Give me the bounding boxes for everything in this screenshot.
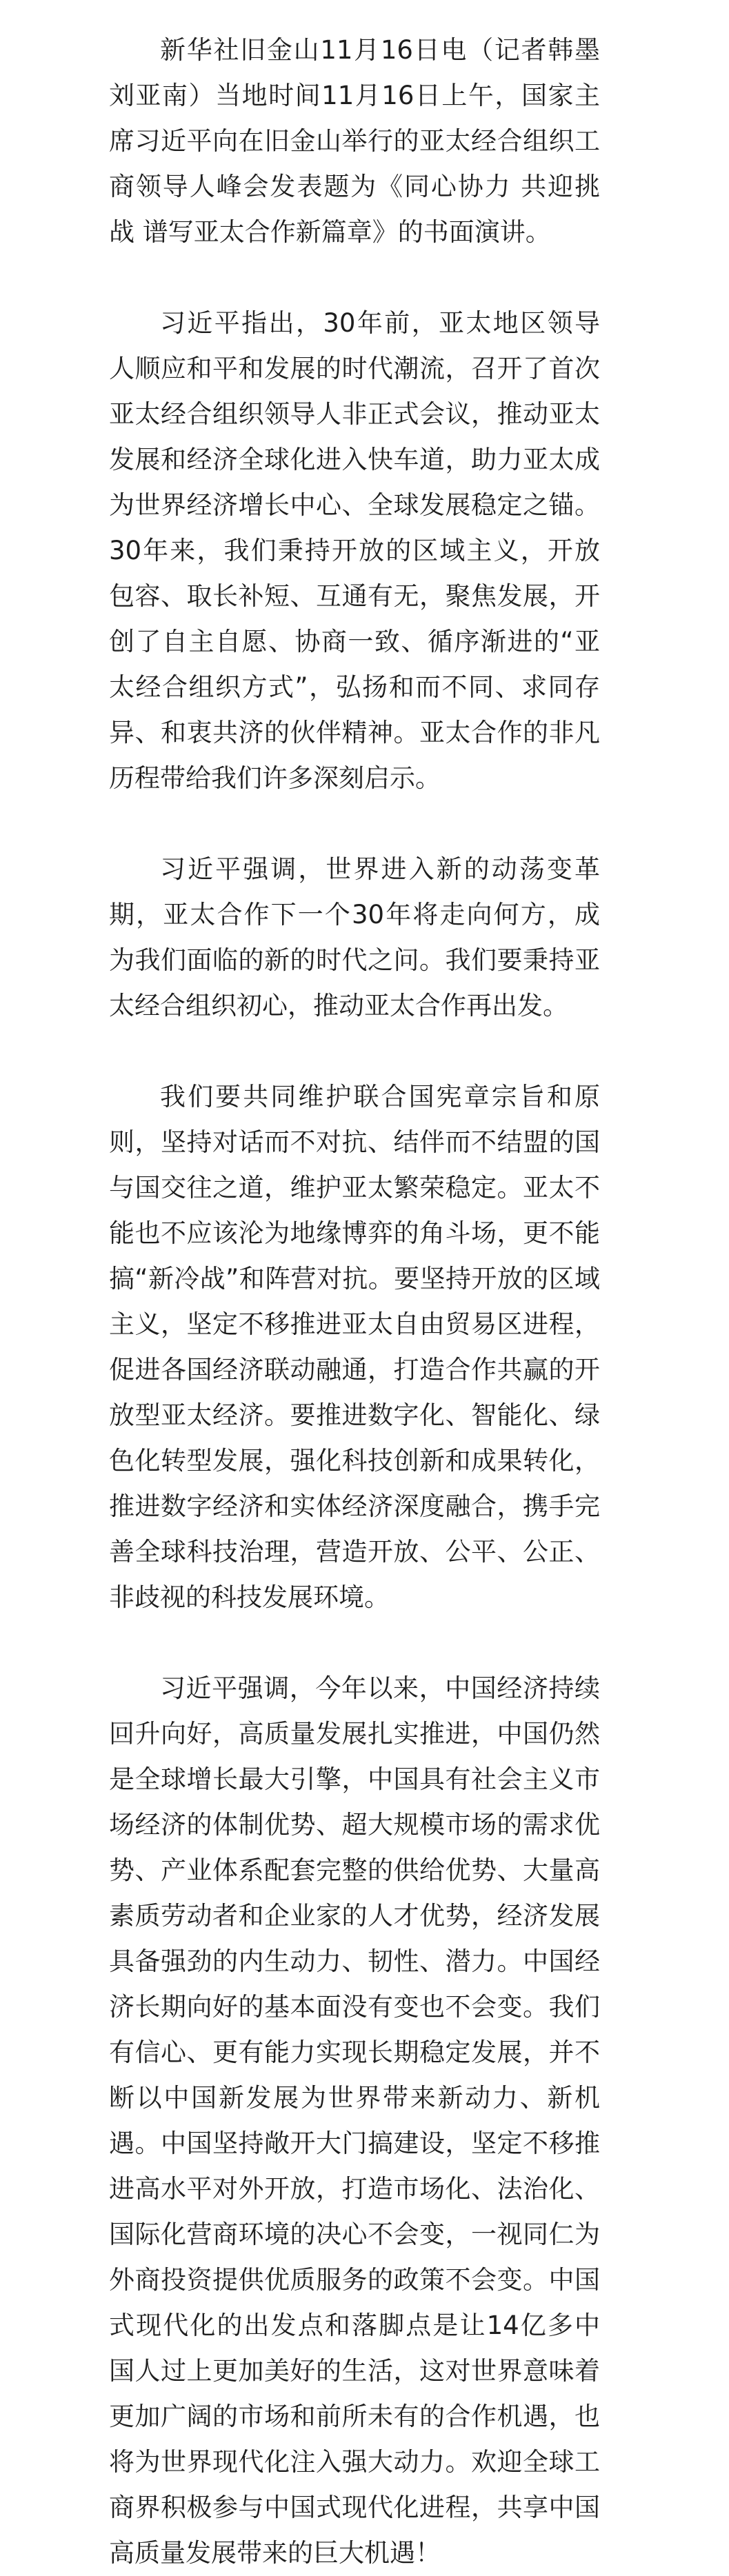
article-body	[109, 28, 600, 2576]
paragraph-history: 习近平指出，30年前，亚太地区领导人顺应和平和发展的时代潮流，召开了首次亚太经合组织领导人非正式会议，推动亚太发展和经济全球化进入快车道，助力亚太成为世界经济增长中心、全球发展稳定之锚。30年来，我们秉持开放的区域主义，开放包容、取长补短、互通有无，聚焦发展，开创了自主自愿、协商一致、循序渐进的“亚太经合组织方式”，弘扬和而不同、求同存异、和衷共济的伙伴精神。亚太合作的非凡历程带给我们许多深刻启示。	[109, 308, 600, 793]
paragraph-china-economy: 习近平强调，今年以来，中国经济持续回升向好，高质量发展扎实推进，中国仍然是全球增长最大引擎，中国具有社会主义市场经济的体制优势、超大规模市场的需求优势、产业体系配套完整的供给优势、大量高素质劳动者和企业家的人才优势，经济发展具备强劲的内生动力、韧性、潜力。中国经济长期向好的基本面没有变也不会变。我们有信心、更有能力实现长期稳定发展，并不断以中国新发展为世界带来新动力、新机遇。中国坚持敞开大门搞建设，坚定不移推进高水平对外开放，打造市场化、法治化、国际化营商环境的决心不会变，一视同仁为外商投资提供优质服务的政策不会变。中国式现代化的出发点和落脚点是让14亿多中国人过上更加美好的生活，这对世界意味着更加广阔的市场和前所未有的合作机遇，也将为世界现代化注入强大动力。欢迎全球工商界积极参与中国式现代化进程，共享中国高质量发展带来的巨大机遇！	[109, 1673, 600, 2568]
paragraph-cooperation: 我们要共同维护联合国宪章宗旨和原则，坚持对话而不对抗、结伴而不结盟的国与国交往之道，维护亚太繁荣稳定。亚太不能也不应该沦为地缘博弈的角斗场，更不能搞“新冷战”和阵营对抗。要坚持开放的区域主义，坚定不移推进亚太自由贸易区进程，促进各国经济联动融通，打造合作共赢的开放型亚太经济。要推进数字化、智能化、绿色化转型发展，强化科技创新和成果转化，推进数字经济和实体经济深度融合，携手完善全球科技治理，营造开放、公平、公正、非歧视的科技发展环境。	[109, 1082, 600, 1612]
paragraph-lead: 新华社旧金山11月16日电（记者韩墨刘亚南）当地时间11月16日上午，国家主席习近平向在旧金山举行的亚太经合组织工商领导人峰会发表题为《同心协力 共迎挑战 谱写亚太合作新篇章》的书面演讲。	[109, 35, 600, 247]
paragraph-next-30-years: 习近平强调，世界进入新的动荡变革期，亚太合作下一个30年将走向何方，成为我们面临的新的时代之问。我们要秉持亚太经合组织初心，推动亚太合作再出发。	[109, 854, 600, 1020]
